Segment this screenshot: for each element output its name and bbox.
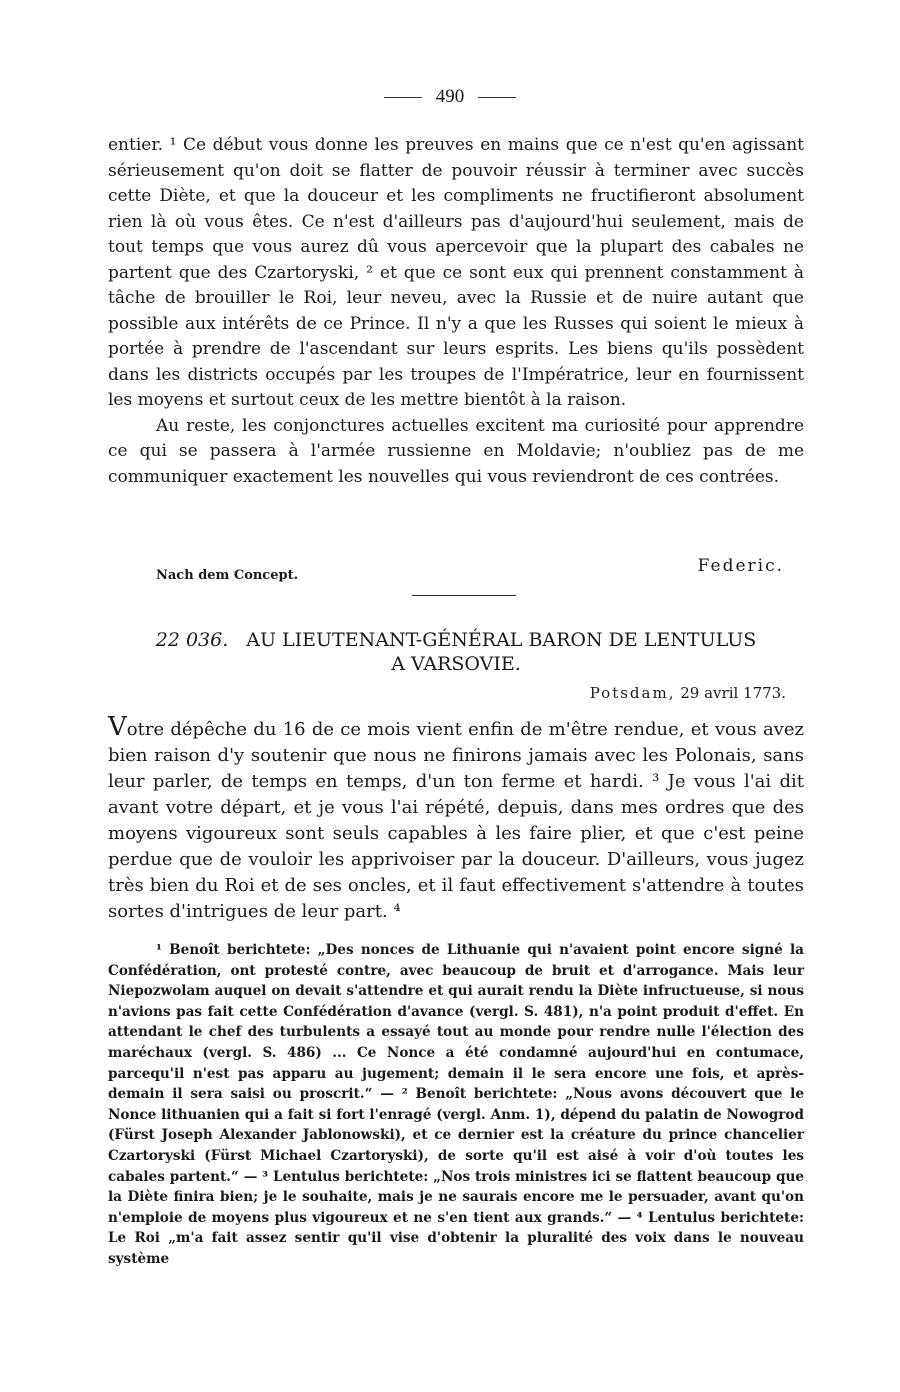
dateline-date: 29 avril 1773. xyxy=(680,684,786,702)
source-note: Nach dem Concept. xyxy=(156,568,299,583)
page-number: 490 xyxy=(435,86,465,107)
section-divider xyxy=(412,595,516,596)
footnotes xyxy=(108,940,804,1270)
page-header xyxy=(0,86,900,108)
letter-number: 22 036. xyxy=(155,629,229,651)
letter-title-line-2: A VARSOVIE. xyxy=(391,653,521,675)
letter-body xyxy=(108,714,804,925)
initial-letter: V xyxy=(108,712,127,742)
signature: Federic. xyxy=(697,556,784,576)
paragraph: Au reste, les conjonctures actuelles excitent ma curiosité pour apprendre ce qui se passera à l'armée russienne en Moldavie; n'oubliez pas de me communiquer exactement les nouvelles qui vous reviendront de ces contrées. xyxy=(108,415,804,487)
paragraph-text: otre dépêche du 16 de ce mois vient enfin de m'être rendue, et vous avez bien raison d'y soutenir que nous ne finirons jamais avec les Polonais, sans leur parler, de temps en temps, d'un ton ferme et hardi. ³ Je vous l'ai dit avant votre départ, et je vous l'ai répété, depuis, dans mes ordres que des moyens vigoureux sont seuls capables à les faire plier, et que c'est peine perdue que de vouloir les apprivoiser par la douceur. D'ailleurs, vous jugez très bien du Roi et de ses oncles, et il faut effectivement s'attendre à toutes sortes d'intrigues de leur part. ⁴ xyxy=(108,719,804,922)
letter-continuation xyxy=(108,133,804,490)
paragraph: entier. ¹ Ce début vous donne les preuves en mains que ce n'est qu'en agissant sérieusement qu'on doit se flatter de pouvoir réussir à terminer avec succès cette Diète, et que la douceur et les compliments ne fructifieront absolument rien là où vous êtes. Ce n'est d'ailleurs pas d'aujourd'hui seulement, mais de tout temps que vous aurez dû vous apercevoir que la plupart des cabales ne partent que des Czartoryski, ² et que ce sont eux qui prennent constamment à tâche de brouiller le Roi, leur neveu, avec la Russie et de nuire autant que possible aux intérêts de ce Prince. Il n'y a que les Russes qui soient le mieux à portée à prendre de l'ascendant sur leurs esprits. Les biens qu'ils possèdent dans les districts occupés par les troupes de l'Impératrice, leur en fournissent les moyens et surtout ceux de les mettre bientôt à la raison. xyxy=(108,135,804,410)
letter-heading xyxy=(108,628,804,676)
dateline xyxy=(590,684,786,702)
dateline-place: Potsdam, xyxy=(589,684,676,702)
heading-line-1 xyxy=(108,628,804,652)
letter-closing xyxy=(108,556,804,586)
header-rule-right xyxy=(478,97,516,98)
paragraph xyxy=(108,714,804,925)
footnote-text: ¹ Benoît berichtete: „Des nonces de Lithuanie qui n'avaient point encore signé la Confédération, ont protesté contre, avec beaucoup de bruit et d'arrogance. Mais leur Niepozwolam auquel on devait s'attendre et qui aurait rendu la Diète infructueuse, si nous n'avions pas fait cette Confédération d'avance (vergl. S. 481), n'a point produit d'effet. En attendant le chef des turbulents a essayé tout au monde pour rendre nulle l'élection des maréchaux (vergl. S. 486) ... Ce Nonce a été condamné aujourd'hui en contumace, parcequ'il n'est pas apparu au jugement; demain il le sera encore une fois, et après-demain il sera saisi ou proscrit.“ — ² Benoît berichtete: „Nous avons découvert que le Nonce lithuanien qui a fait si fort l'enragé (vergl. Anm. 1), dépend du palatin de Nowogrod (Fürst Joseph Alexander Jablonowski), et ce dernier est la créature du prince chancelier Czartoryski (Fürst Michael Czartoryski), de sorte qu'il est aisé à voir d'où toutes les cabales partent.“ — ³ Lentulus berichtete: „Nos trois ministres ici se flattent beaucoup que la Diète finira bien; je le souhaite, mais je ne saurais encore me le persuader, avant qu'on n'emploie de moyens plus vigoureux et ne s'en tient aux grands.“ — ⁴ Lentulus berichtete: Le Roi „m'a fait assez sentir qu'il vise d'obtenir la pluralité des voix dans le nouveau système xyxy=(108,942,804,1267)
letter-title-line-1: AU LIEUTENANT-GÉNÉRAL BARON DE LENTULUS xyxy=(246,629,757,651)
header-rule-left xyxy=(384,97,422,98)
